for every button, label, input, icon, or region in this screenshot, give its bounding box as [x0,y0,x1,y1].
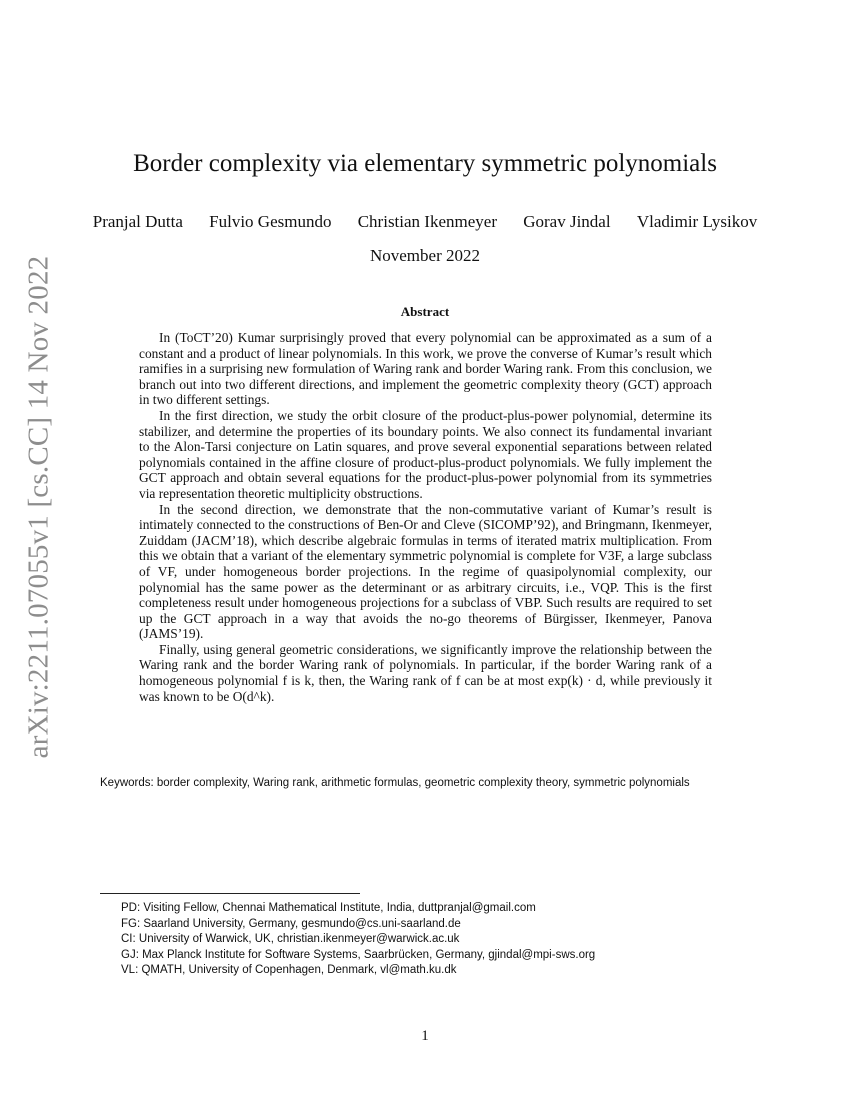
author-name: Gorav Jindal [523,212,611,231]
abstract-body [139,330,712,704]
author-name: Vladimir Lysikov [636,212,758,231]
arxiv-identifier-text: arXiv:2211.07055v1 [cs.CC] 14 Nov 2022 [22,255,55,759]
arxiv-identifier [14,255,64,759]
abstract-paragraph: In (ToCT’20) Kumar surprisingly proved that every polynomial can be approximated as a sum of a constant and a product of linear polynomials. In this work, we prove the converse of Kumar’s result which ramifies in a surprising new formulation of Waring rank and border Waring rank. From this conclusion, we branch out into two different directions, and implement the geometric complexity theory (GCT) approach in two different settings. [139,330,712,408]
footnote-affiliation: CI: University of Warwick, UK, christian.ikenmeyer@warwick.ac.uk [121,933,460,946]
footnote-affiliation: VL: QMATH, University of Copenhagen, Denmark, vl@math.ku.dk [121,964,457,977]
footnotes [121,901,741,979]
footnote-divider [100,893,360,894]
footnote-affiliation: GJ: Max Planck Institute for Software Systems, Saarbrücken, Germany, gjindal@mpi-sws.org [121,948,596,961]
keywords-line: Keywords: border complexity, Waring rank, arithmetic formulas, geometric complexity theory, symmetric polynomials [100,777,690,789]
paper-title: Border complexity via elementary symmetric polynomials [133,150,717,177]
author-name: Fulvio Gesmundo [209,212,332,231]
footnote-affiliation: FG: Saarland University, Germany, gesmundo@cs.uni-saarland.de [121,917,461,930]
footnote-affiliation: PD: Visiting Fellow, Chennai Mathematical Institute, India, duttpranjal@gmail.com [121,902,536,914]
abstract-paragraph: In the second direction, we demonstrate that the non-commutative variant of Kumar’s result is intimately connected to the constructions of Ben-Or and Cleve (SICOMP’92), and Bringmann, Ikenmeyer, Zuiddam (JACM’18), which describe algebraic formulas in terms of iterated matrix multiplication. From this we obtain that a variant of the elementary symmetric polynomial is complete for V3F, a large subclass of VF, under homogeneous border projections. In the regime of quasipolynomial complexity, our polynomial has the same power as the determinant or as arbitrary circuits, i.e., VQP. This is the first completeness result under homogeneous projections for a subclass of VBP. Such results are required to set up the GCT approach in a way that avoids the no-go theorems of Bürgisser, Ikenmeyer, Panova (JAMS’19). [139,501,712,642]
author-list [0,212,850,232]
abstract-paragraph: In the first direction, we study the orbit closure of the product-plus-power polynomial, determine its stabilizer, and determine the properties of its boundary points. We also connect its fundamental invariant to the Alon-Tarsi conjecture on Latin squares, and prove several exponential separations between related polynomials contained in the affine closure of product-plus-product polynomials. We fully implement the GCT approach and obtain several equations for the product-plus-power polynomial from its symmetries via representation theoretic multiplicity obstructions. [139,407,712,501]
page-number: 1 [421,1028,429,1044]
abstract-heading: Abstract [400,304,450,319]
author-name: Christian Ikenmeyer [357,212,497,231]
author-name: Pranjal Dutta [92,212,183,231]
abstract-paragraph: Finally, using general geometric considerations, we significantly improve the relationship between the Waring rank and the border Waring rank of polynomials. In particular, if the border Waring rank of a homogeneous polynomial f is k, then, the Waring rank of f can be at most exp(k) · d, while previously it was known to be O(d^k). [139,641,712,704]
publication-date: November 2022 [369,246,480,265]
